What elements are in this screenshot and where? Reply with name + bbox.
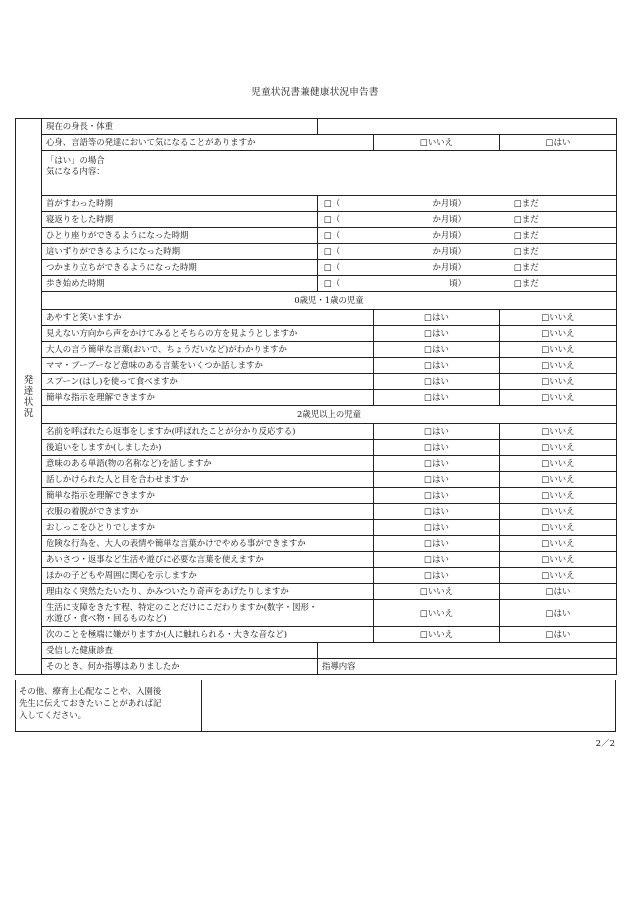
answer-checkbox-b[interactable]: □いいえ — [500, 390, 617, 406]
answer-checkbox-a[interactable]: □いいえ — [374, 600, 500, 627]
concern-detail-line2: 気になる内容： — [46, 166, 105, 176]
answer-checkbox-b[interactable]: □いいえ — [500, 326, 617, 342]
milestone-answer[interactable] — [318, 260, 617, 276]
milestone-label: 這いずりができるようになった時期 — [42, 244, 318, 260]
document-title: 児童状況書兼健康状況申告書 — [251, 87, 379, 98]
month-checkbox[interactable]: □（ — [324, 214, 341, 224]
question-text: スプーン(はし)を使って食べますか — [42, 374, 374, 390]
not-yet-checkbox[interactable]: □まだ — [514, 198, 539, 208]
answer-checkbox-a[interactable]: □はい — [374, 326, 500, 342]
question-text: 衣服の着脱ができますか — [42, 504, 374, 520]
answer-checkbox-b[interactable]: □いいえ — [500, 374, 617, 390]
answer-checkbox-b[interactable]: □いいえ — [500, 472, 617, 488]
guidance-content-field[interactable]: 指導内容 — [318, 659, 617, 675]
month-checkbox[interactable]: □（ — [324, 262, 341, 272]
answer-checkbox-a[interactable]: □いいえ — [374, 627, 500, 643]
milestone-answer[interactable] — [318, 276, 617, 292]
question-text: 話しかけられた人と目を合わせますか — [42, 472, 374, 488]
development-status-label: 発達状況 — [23, 374, 34, 419]
other-notes-field[interactable] — [202, 680, 615, 731]
answer-checkbox-a[interactable]: □はい — [374, 310, 500, 326]
answer-checkbox-b[interactable]: □いいえ — [500, 552, 617, 568]
answer-checkbox-b[interactable]: □いいえ — [500, 310, 617, 326]
question-text: ママ・ブーブーなど意味のある言葉をいくつか話しますか — [42, 358, 374, 374]
milestone-label: ひとり座りができるようになった時期 — [42, 228, 318, 244]
height-weight-label: 現在の身長・体重 — [42, 119, 318, 135]
answer-checkbox-a[interactable]: □はい — [374, 440, 500, 456]
question-row — [16, 424, 617, 440]
question-row — [16, 520, 617, 536]
answer-checkbox-a[interactable]: □はい — [374, 424, 500, 440]
speech-concern-question: 心身、言語等の発達において気になることがありますか — [42, 135, 374, 151]
answer-checkbox-a[interactable]: □はい — [374, 456, 500, 472]
question-text: ほかの子どもや周囲に関心を示しますか — [42, 568, 374, 584]
speech-concern-yes-checkbox[interactable]: □はい — [500, 135, 617, 151]
milestone-row — [16, 260, 617, 276]
milestone-label: つかまり立ちができるようになった時期 — [42, 260, 318, 276]
month-unit: か月頃） — [432, 246, 466, 256]
milestone-row — [16, 212, 617, 228]
milestone-row — [16, 244, 617, 260]
question-row — [16, 358, 617, 374]
answer-checkbox-a[interactable]: □はい — [374, 390, 500, 406]
month-checkbox[interactable]: □（ — [324, 230, 341, 240]
other-notes-line1: その他、療育上心配なことや、入園後 — [19, 686, 162, 696]
question-row — [16, 326, 617, 342]
answer-checkbox-b[interactable]: □いいえ — [500, 568, 617, 584]
other-notes-label — [16, 680, 202, 731]
answer-checkbox-b[interactable]: □はい — [500, 584, 617, 600]
milestone-row — [16, 196, 617, 212]
question-row — [16, 390, 617, 406]
question-row — [16, 600, 617, 627]
health-checkup-label: 受信した健康診査 — [42, 643, 318, 659]
section-heading: 2歳児以上の児童 — [42, 406, 617, 424]
answer-checkbox-b[interactable]: □はい — [500, 627, 617, 643]
question-row — [16, 472, 617, 488]
question-text: おしっこをひとりでしますか — [42, 520, 374, 536]
milestone-answer[interactable] — [318, 228, 617, 244]
answer-checkbox-a[interactable]: □はい — [374, 568, 500, 584]
speech-concern-no-checkbox[interactable]: □いいえ — [374, 135, 500, 151]
question-text: あいさつ・返事など生活や遊びに必要な言葉を使えますか — [42, 552, 374, 568]
answer-checkbox-a[interactable]: □はい — [374, 374, 500, 390]
month-checkbox[interactable]: □（ — [324, 198, 341, 208]
section-heading: 0歳児・1歳の児童 — [42, 292, 617, 310]
milestone-answer[interactable] — [318, 244, 617, 260]
question-row — [16, 310, 617, 326]
answer-checkbox-b[interactable]: □いいえ — [500, 488, 617, 504]
answer-checkbox-a[interactable]: □はい — [374, 472, 500, 488]
not-yet-checkbox[interactable]: □まだ — [514, 262, 539, 272]
milestone-answer[interactable] — [318, 196, 617, 212]
answer-checkbox-a[interactable]: □いいえ — [374, 584, 500, 600]
question-text: 意味のある単語(物の名称など)を話しますか — [42, 456, 374, 472]
milestone-answer[interactable] — [318, 212, 617, 228]
answer-checkbox-b[interactable]: □いいえ — [500, 358, 617, 374]
question-text: 簡単な指示を理解できますか — [42, 390, 374, 406]
question-row — [16, 342, 617, 358]
answer-checkbox-a[interactable]: □はい — [374, 520, 500, 536]
month-checkbox[interactable]: □（ — [324, 246, 341, 256]
answer-checkbox-a[interactable]: □はい — [374, 552, 500, 568]
question-row — [16, 627, 617, 643]
answer-checkbox-a[interactable]: □はい — [374, 342, 500, 358]
question-text: 危険な行為を、大人の表情や簡単な言葉かけでやめる事ができますか — [42, 536, 374, 552]
question-text: 次のことを極端に嫌がりますか(人に触れられる・大きな音など) — [42, 627, 374, 643]
question-text: 簡単な指示を理解できますか — [42, 488, 374, 504]
question-row — [16, 440, 617, 456]
milestone-label: 歩き始めた時期 — [42, 276, 318, 292]
answer-checkbox-a[interactable]: □はい — [374, 504, 500, 520]
development-form-table — [15, 118, 617, 675]
month-unit: か月頃） — [432, 230, 466, 240]
question-row — [16, 584, 617, 600]
month-unit: か月頃） — [432, 262, 466, 272]
question-text: 理由なく突然たたいたり、かみついたり奇声をあげたりしますか — [42, 584, 374, 600]
concern-detail-field[interactable] — [42, 151, 617, 196]
page-number: 2／2 — [595, 739, 615, 749]
question-text: あやすと笑いますか — [42, 310, 374, 326]
answer-checkbox-a[interactable]: □はい — [374, 488, 500, 504]
month-unit: か月頃） — [432, 214, 466, 224]
not-yet-checkbox[interactable]: □まだ — [514, 278, 539, 288]
not-yet-checkbox[interactable]: □まだ — [514, 246, 539, 256]
health-checkup-field[interactable] — [318, 643, 617, 659]
month-unit: か月頃） — [432, 198, 466, 208]
question-row — [16, 552, 617, 568]
question-text: 名前を呼ばれたら返事をしますか(呼ばれたことが分かり反応する) — [42, 424, 374, 440]
month-unit: 頃） — [449, 278, 466, 288]
question-row — [16, 456, 617, 472]
other-notes-line2: 先生に伝えておきたいことがあれば記 — [19, 698, 162, 708]
question-text: 後追いをしますか(しましたか) — [42, 440, 374, 456]
concern-detail-line1: 「はい」の場合 — [46, 155, 105, 165]
other-notes-box — [15, 680, 616, 732]
question-row — [16, 374, 617, 390]
question-text: 大人の言う簡単な言葉(おいで、ちょうだいなど)がわかりますか — [42, 342, 374, 358]
milestone-label: 首がすわった時期 — [42, 196, 318, 212]
answer-checkbox-b[interactable]: □いいえ — [500, 342, 617, 358]
answer-checkbox-b[interactable]: □いいえ — [500, 440, 617, 456]
height-weight-field[interactable] — [318, 119, 617, 135]
question-row — [16, 488, 617, 504]
guidance-question: そのとき、何か指導はありましたか — [42, 659, 318, 675]
answer-checkbox-b[interactable]: □いいえ — [500, 456, 617, 472]
milestone-label: 寝返りをした時期 — [42, 212, 318, 228]
question-text: 見えない方向から声をかけてみるとそちらの方を見ようとしますか — [42, 326, 374, 342]
other-notes-line3: 入してください。 — [19, 710, 86, 720]
milestone-row — [16, 276, 617, 292]
question-row — [16, 504, 617, 520]
side-label-cell — [16, 119, 42, 675]
answer-checkbox-a[interactable]: □はい — [374, 358, 500, 374]
answer-checkbox-b[interactable]: □いいえ — [500, 536, 617, 552]
not-yet-checkbox[interactable]: □まだ — [514, 214, 539, 224]
not-yet-checkbox[interactable]: □まだ — [514, 230, 539, 240]
month-checkbox[interactable]: □（ — [324, 278, 341, 288]
milestone-row — [16, 228, 617, 244]
answer-checkbox-b[interactable]: □いいえ — [500, 424, 617, 440]
question-row — [16, 568, 617, 584]
question-text: 生活に支障をきたす程、特定のことだけにこだわりますか(数字・図形・ 水遊び・食べ物・回るものなど) — [42, 600, 374, 627]
answer-checkbox-b[interactable]: □いいえ — [500, 520, 617, 536]
answer-checkbox-a[interactable]: □はい — [374, 536, 500, 552]
answer-checkbox-b[interactable]: □はい — [500, 600, 617, 627]
answer-checkbox-b[interactable]: □いいえ — [500, 504, 617, 520]
question-row — [16, 536, 617, 552]
